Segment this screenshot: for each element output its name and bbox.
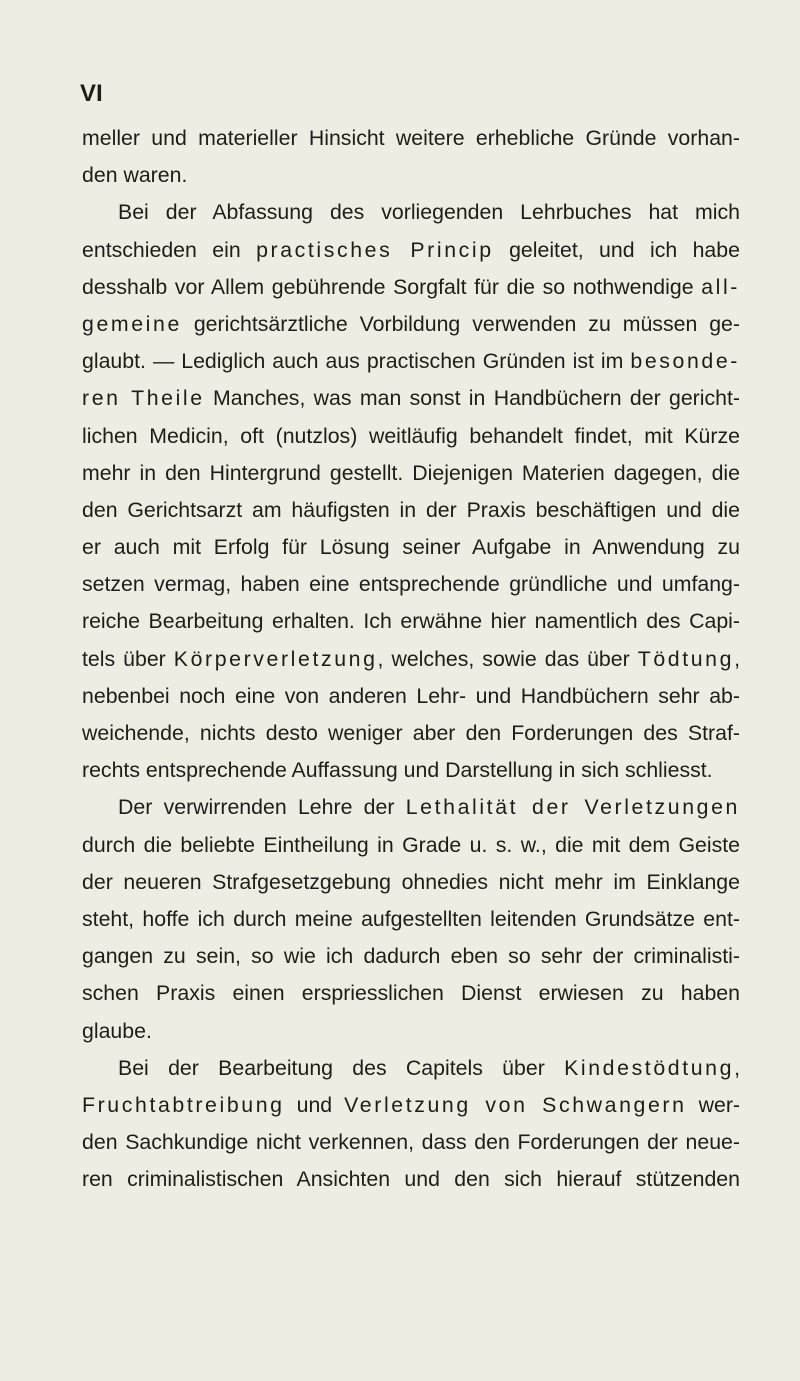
text-line (82, 715, 740, 752)
spaced-emphasis: Verletzung von Schwangern (344, 1092, 687, 1117)
spaced-emphasis: Tödtung (637, 646, 735, 671)
text-line (82, 380, 740, 417)
text-line (82, 901, 740, 938)
text-segment: der neueren Strafgesetzgebung ohnedies nicht mehr im Einklange (82, 869, 740, 894)
text-segment: den waren. (82, 163, 188, 188)
text-line (82, 566, 740, 603)
spaced-emphasis: Körperverletzung (173, 646, 378, 671)
text-segment: , (734, 1055, 740, 1080)
text-segment: rechts entsprechende Auffassung und Darstellung in sich schliesst. (82, 758, 713, 783)
text-segment: , (734, 646, 740, 671)
text-line (82, 1161, 740, 1198)
body-text (82, 120, 740, 1198)
text-segment: steht, hoffe ich durch meine aufgestellten leitenden Grundsätze ent- (82, 906, 740, 931)
text-segment: , welches, sowie das über (377, 646, 638, 671)
text-segment: nebenbei noch eine von anderen Lehr- und Handbüchern sehr ab- (82, 683, 740, 708)
text-line (82, 343, 740, 380)
text-line (82, 232, 740, 269)
text-segment: entschieden ein (82, 237, 257, 262)
text-line (82, 1087, 740, 1124)
text-segment: er auch mit Erfolg für Lösung seiner Aufgabe in Anwendung zu (82, 535, 740, 560)
text-line (82, 120, 740, 157)
text-segment: meller und materieller Hinsicht weitere erhebliche Gründe vorhan- (82, 126, 740, 150)
text-line (82, 492, 740, 529)
text-line (82, 975, 740, 1012)
text-segment: schen Praxis einen erspriesslichen Dienst erwiesen zu haben (82, 981, 740, 1006)
text-line (82, 306, 740, 343)
text-line (82, 789, 740, 826)
text-line (82, 157, 740, 194)
text-line (82, 1050, 740, 1087)
text-segment: Bei der Bearbeitung des Capitels über (118, 1055, 565, 1080)
text-segment: tels über (82, 646, 174, 671)
text-segment: lichen Medicin, oft (nutzlos) weitläufig behandelt findet, mit Kürze (82, 423, 740, 448)
text-line (82, 603, 740, 640)
text-line (82, 1124, 740, 1161)
spaced-emphasis: Lethalität der Verletzungen (405, 795, 740, 820)
text-segment: reiche Bearbeitung erhalten. Ich erwähne hier namentlich des Capi- (82, 609, 740, 634)
spaced-emphasis: ren Theile (82, 386, 205, 411)
text-line (82, 455, 740, 492)
spaced-emphasis: gemeine (82, 311, 182, 336)
text-segment: Der verwirrenden Lehre der (118, 795, 406, 820)
text-line (82, 827, 740, 864)
text-segment: den Gerichtsarzt am häufigsten in der Praxis beschäftigen und die (82, 497, 740, 522)
text-segment: mehr in den Hintergrund gestellt. Diejenigen Materien dagegen, die (82, 460, 740, 485)
text-segment: wer- (686, 1092, 741, 1117)
text-segment: durch die beliebte Eintheilung in Grade u. s. w., die mit dem Geiste (82, 832, 740, 857)
spaced-emphasis: all- (701, 274, 740, 299)
text-segment: Manches, was man sonst in Handbüchern der gericht- (204, 386, 740, 411)
text-segment: glaube. (82, 1018, 152, 1043)
text-line (82, 678, 740, 715)
text-segment: setzen vermag, haben eine entsprechende gründliche und umfang- (82, 572, 740, 597)
text-segment: weichende, nichts desto weniger aber den Forderungen des Straf- (82, 721, 740, 745)
spaced-emphasis: Kindestödtung (564, 1055, 735, 1080)
text-line (82, 864, 740, 901)
text-segment: und (284, 1092, 345, 1117)
spaced-emphasis: practisches Princip (256, 237, 494, 262)
text-segment: ren criminalistischen Ansichten und den sich hierauf stützenden (82, 1167, 740, 1192)
text-line (82, 938, 740, 975)
text-line (82, 752, 740, 789)
text-line (82, 269, 740, 306)
text-line (82, 529, 740, 566)
spaced-emphasis: besonde- (630, 349, 740, 374)
text-line (82, 194, 740, 231)
text-line (82, 641, 740, 678)
text-segment: den Sachkundige nicht verkennen, dass den Forderungen der neue- (82, 1130, 740, 1155)
text-segment: gangen zu sein, so wie ich dadurch eben so sehr der criminalisti- (82, 944, 740, 969)
text-segment: glaubt. — Lediglich auch aus practischen Gründen ist im (82, 349, 631, 374)
text-segment: geleitet, und ich habe (493, 237, 740, 262)
page-number: VI (80, 80, 103, 107)
text-segment: gerichtsärztliche Vorbildung verwenden zu müssen ge- (181, 311, 740, 336)
text-line (82, 418, 740, 455)
text-segment: Bei der Abfassung des vorliegenden Lehrbuches hat mich (118, 200, 740, 225)
text-line (82, 1013, 740, 1050)
text-segment: desshalb vor Allem gebührende Sorgfalt für die so nothwendige (82, 274, 702, 299)
spaced-emphasis: Fruchtabtreibung (82, 1092, 285, 1117)
